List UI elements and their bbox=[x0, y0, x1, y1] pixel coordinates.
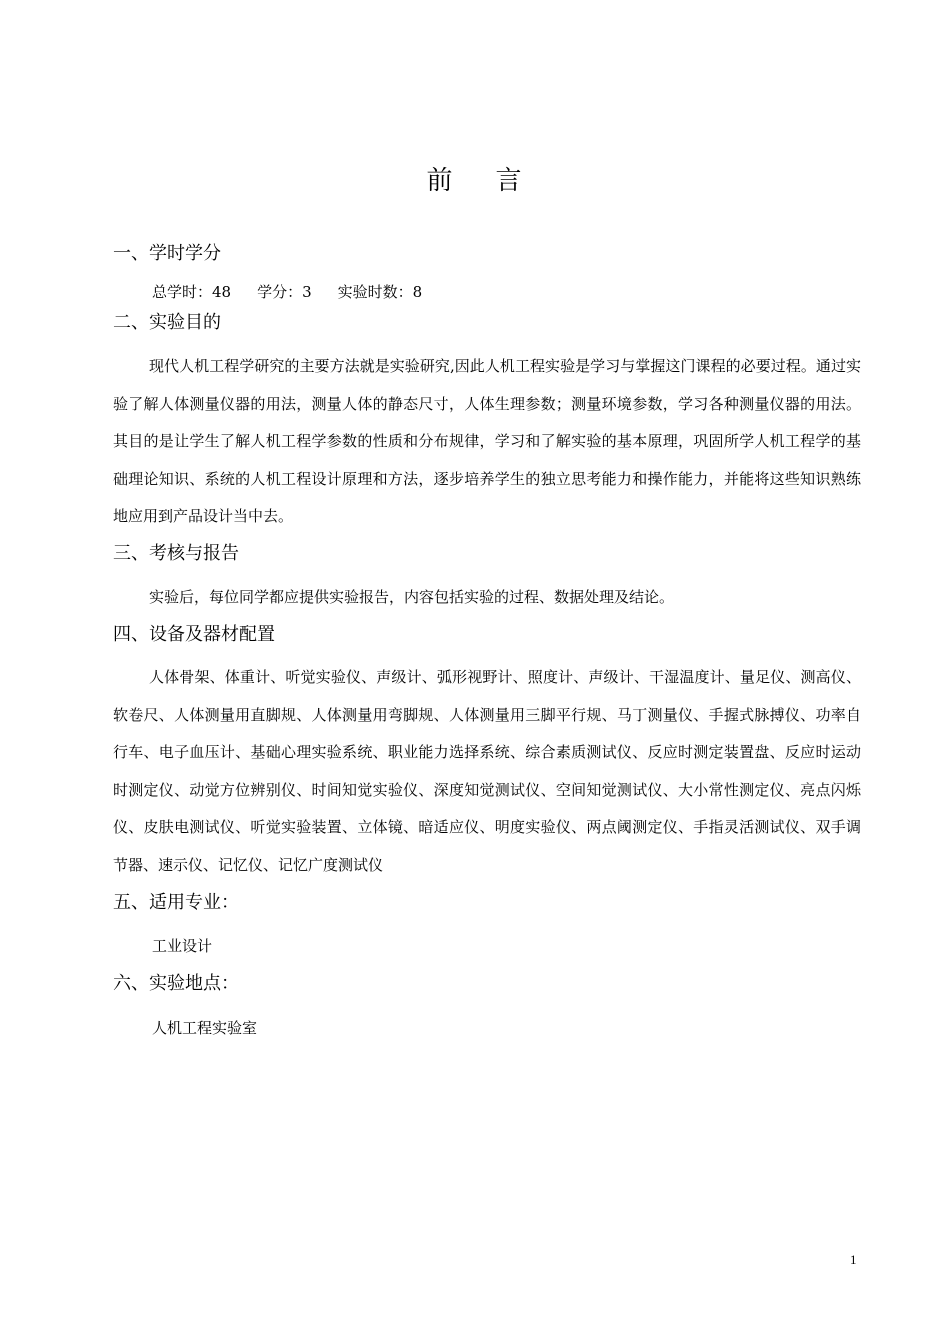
section-heading-credits: 一、学时学分 bbox=[113, 243, 221, 264]
credit-value: 学分：3 bbox=[257, 283, 312, 301]
assessment-paragraph: 实验后，每位同学都应提供实验报告，内容包括实验的过程、数据处理及结论。 bbox=[149, 588, 675, 606]
major-value: 工业设计 bbox=[152, 937, 213, 955]
section-heading-assessment: 三、考核与报告 bbox=[113, 543, 239, 564]
page-title: 前 言 bbox=[426, 166, 524, 196]
credits-line bbox=[152, 282, 422, 302]
section-heading-major: 五、适用专业： bbox=[113, 892, 239, 913]
equipment-paragraph: 人体骨架、体重计、听觉实验仪、声级计、弧形视野计、照度计、声级计、干湿温度计、量足仪、测高仪、软卷尺、人体测量用直脚规、人体测量用弯脚规、人体测量用三脚平行规、马丁测量仪、手握式脉搏仪、功率自行车、电子血压计、基础心理实验系统、职业能力选择系统、综合素质测试仪、反应时测定装置盘、反应时运动时测定仪、动觉方位辨别仪、时间知觉实验仪、深度知觉测试仪、空间知觉测试仪、大小常性测定仪、亮点闪烁仪、皮肤电测试仪、听觉实验装置、立体镜、暗适应仪、明度实验仪、两点阈测定仪、手指灵活测试仪、双手调节器、速示仪、记忆仪、记忆广度测试仪 bbox=[113, 668, 861, 874]
lab-hours: 实验时数：8 bbox=[337, 283, 423, 301]
page-number: 1 bbox=[850, 1252, 857, 1267]
section-heading-location: 六、实验地点： bbox=[113, 973, 239, 994]
section-heading-equipment: 四、设备及器材配置 bbox=[113, 624, 275, 645]
section-heading-purpose: 二、实验目的 bbox=[113, 312, 221, 333]
total-hours: 总学时：48 bbox=[152, 283, 232, 301]
location-value: 人机工程实验室 bbox=[152, 1019, 258, 1037]
purpose-paragraph: 现代人机工程学研究的主要方法就是实验研究,因此人机工程实验是学习与掌握这门课程的必要过程。通过实验了解人体测量仪器的用法，测量人体的静态尺寸，人体生理参数；测量环境参数，学习各种测量仪器的用法。其目的是让学生了解人机工程学参数的性质和分布规律，学习和了解实验的基本原理，巩固所学人机工程学的基础理论知识、系统的人机工程设计原理和方法，逐步培养学生的独立思考能力和操作能力，并能将这些知识熟练地应用到产品设计当中去。 bbox=[113, 357, 861, 525]
